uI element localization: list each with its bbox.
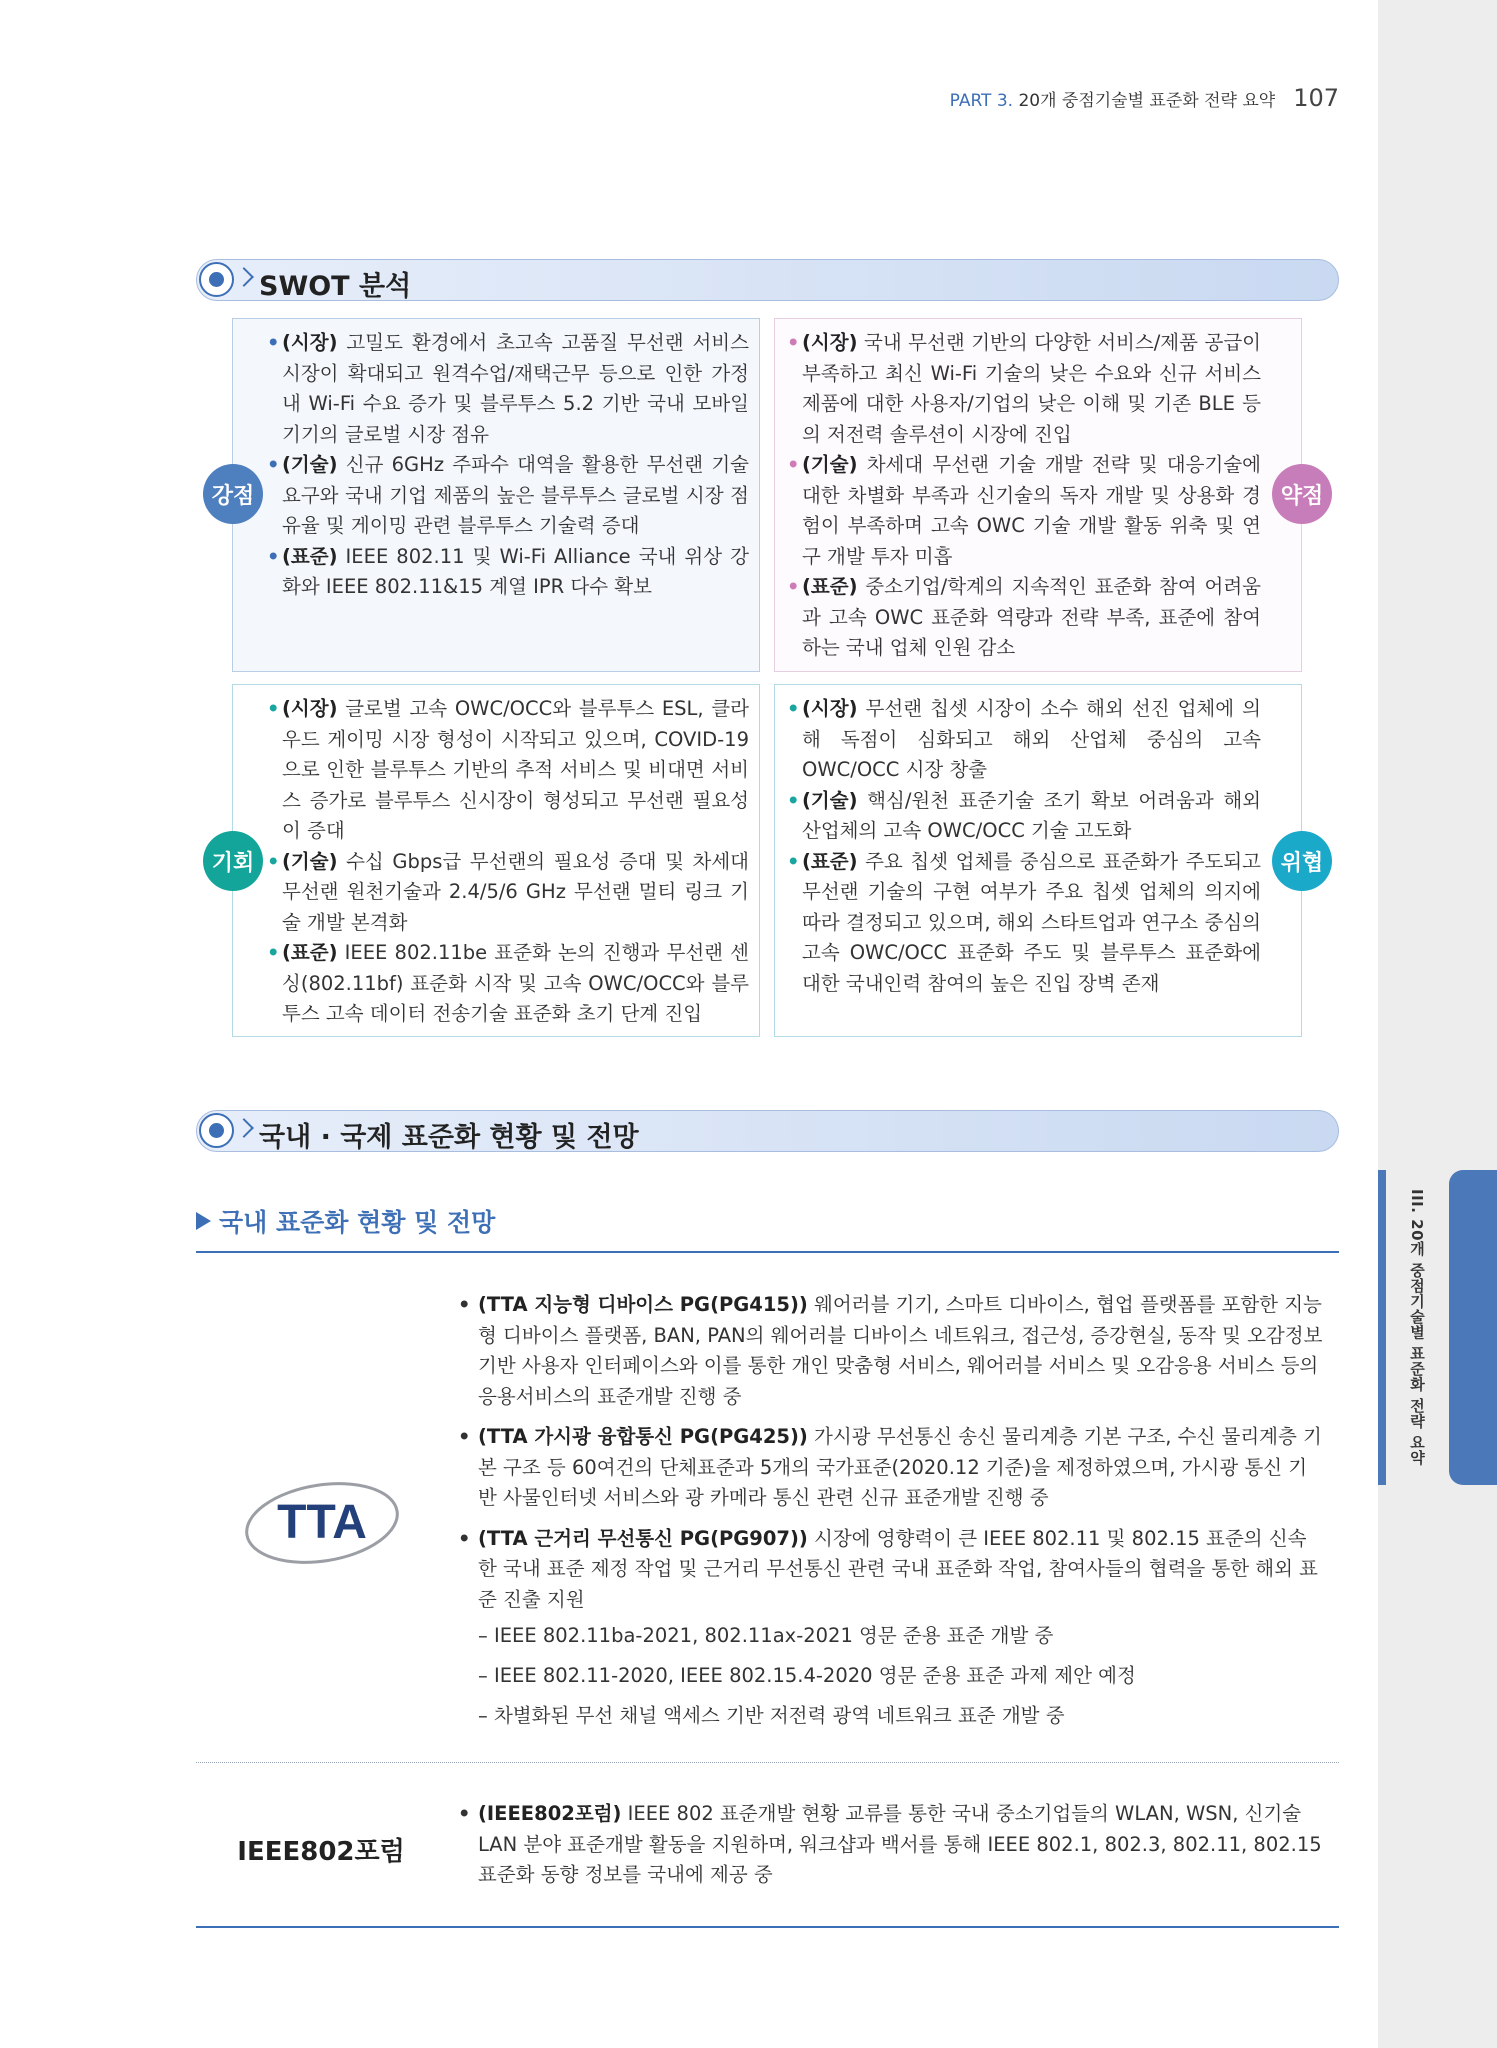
tta-item-tag: (TTA 가시광 융합통신 PG(PG425)) xyxy=(478,1425,808,1448)
weakness-item xyxy=(785,328,1261,450)
opportunity-badge: 기회 xyxy=(203,831,263,891)
swot-strength-box xyxy=(232,318,760,672)
bullet-dot-icon: • xyxy=(787,575,800,598)
bullet-dot-icon: • xyxy=(787,697,800,720)
weakness-item xyxy=(785,572,1261,664)
weakness-list xyxy=(785,328,1261,664)
bullet-dot-icon: • xyxy=(267,697,280,720)
running-header xyxy=(950,84,1339,112)
bullet-dot-icon: • xyxy=(267,941,280,964)
opportunity-item-tag: (시장) xyxy=(282,697,338,720)
threat-item-tag: (시장) xyxy=(802,697,858,720)
weakness-item-tag: (표준) xyxy=(802,575,858,598)
bullet-dot-icon: • xyxy=(267,849,280,873)
swot-opportunity-box xyxy=(232,684,760,1037)
tta-item-text: 시장에 영향력이 큰 IEEE 802.11 및 802.15 표준의 신속한 국내 표준 제정 작업 및 근거리 무선통신 관련 국내 표준화 작업, 참여사들의 협력을 통한 해외 표준 진출 지원 xyxy=(478,1526,1319,1611)
strength-item-text: 신규 6GHz 주파수 대역을 활용한 무선랜 기술 요구와 국내 기업 제품의 높은 블루투스 글로벌 시장 점유율 및 게이밍 관련 블루투스 기술력 증대 xyxy=(282,453,749,537)
threat-item xyxy=(785,786,1261,847)
bullet-dot-icon: • xyxy=(787,331,800,354)
dotted-divider xyxy=(196,1762,1339,1763)
opportunity-item xyxy=(265,694,749,847)
threat-item-text: 주요 칩셋 업체를 중심으로 표준화가 주도되고 무선랜 기술의 구현 여부가 주요 칩셋 업체의 의지에 따라 결정되고 있으며, 해외 스타트업과 연구소 중심의 고속 OWC/OCC 표준화 주도 및 블루투스 표준화에 대한 국내인력 참여의 높은 진입 장벽 존재 xyxy=(802,849,1261,995)
weakness-item-text: 중소기업/학계의 지속적인 표준화 참여 어려움과 고속 OWC 표준화 역량과 전략 부족, 표준에 참여하는 국내 업체 인원 감소 xyxy=(802,575,1261,659)
swot-weakness-box xyxy=(774,318,1302,672)
weakness-item-text: 국내 무선랜 기반의 다양한 서비스/제품 공급이 부족하고 최신 Wi-Fi 기술의 낮은 수요와 신규 서비스 제품에 대한 사용자/기업의 낮은 이해 및 기존 BLE 등의 저전력 솔루션이 시장에 진입 xyxy=(802,331,1261,446)
bullet-dot-icon: • xyxy=(787,849,800,873)
strength-item-tag: (시장) xyxy=(282,331,338,354)
chevron-right-icon xyxy=(234,1118,254,1138)
tta-item-text: 가시광 무선통신 송신 물리계층 기본 구조, 수신 물리계층 기본 구조 등 60여건의 단체표준과 5개의 국가표준(2020.12 기준)을 제정하였으며, 가시광 통신 기반 사물인터넷 서비스와 광 카메라 통신 관련 신규 표준개발 진행 중 xyxy=(478,1425,1322,1509)
divider xyxy=(196,1251,1339,1253)
ieee-forum-item-text: IEEE 802 표준개발 현황 교류를 통한 국내 중소기업들의 WLAN, WSN, 신기술 LAN 분야 표준개발 활동을 지원하며, 워크샵과 백서를 통해 IEEE 802.1, 802.3, 802.11, 802.15 표준화 동향 정보를 국내에 제공 중 xyxy=(478,1802,1322,1886)
tta-item-tag: (TTA 근거리 무선통신 PG(PG907)) xyxy=(478,1526,808,1550)
tta-subitems xyxy=(478,1621,1324,1741)
chapter-tab[interactable] xyxy=(1449,1170,1497,1485)
opportunity-item-tag: (표준) xyxy=(282,941,338,964)
strength-item xyxy=(265,328,749,450)
standards-section-header xyxy=(196,1110,1339,1152)
strength-item-tag: (기술) xyxy=(282,453,338,476)
strength-item xyxy=(265,450,749,542)
threat-item-text: 무선랜 칩셋 시장이 소수 해외 선진 업체에 의해 독점이 심화되고 해외 산업체 중심의 고속 OWC/OCC 시장 창출 xyxy=(802,697,1261,781)
bullet-dot-icon: • xyxy=(458,1425,471,1448)
ieee-forum-items xyxy=(456,1799,1324,1891)
ieee-forum-label: IEEE802포럼 xyxy=(237,1837,405,1867)
weakness-item-tag: (시장) xyxy=(802,331,858,354)
bullet-dot-icon: • xyxy=(787,453,800,476)
triangle-bullet-icon xyxy=(196,1212,211,1230)
opportunity-item-tag: (기술) xyxy=(282,849,338,873)
swot-threat-box xyxy=(774,684,1302,1037)
page-number: 107 xyxy=(1293,84,1339,112)
tta-item-tag: (TTA 지능형 디바이스 PG(PG415)) xyxy=(478,1293,808,1316)
opportunity-item-text: 글로벌 고속 OWC/OCC와 블루투스 ESL, 클라우드 게이밍 시장 형성이 시작되고 있으며, COVID-19으로 인한 블루투스 기반의 추적 서비스 및 비대면 서비스 증가로 블루투스 신시장이 형성되고 무선랜 필요성이 증대 xyxy=(282,697,749,842)
side-accent-bar xyxy=(1378,1170,1386,1485)
target-icon xyxy=(199,262,234,297)
opportunity-list xyxy=(265,694,749,1030)
chapter-tab-label-wrap xyxy=(1386,1170,1449,1485)
tta-items xyxy=(456,1290,1324,1615)
bottom-divider xyxy=(196,1926,1339,1928)
tta-item xyxy=(456,1422,1324,1514)
tta-item xyxy=(456,1524,1324,1616)
tta-item xyxy=(456,1290,1324,1412)
tta-logo-text: TTA xyxy=(277,1496,367,1549)
part-label-wrap xyxy=(950,86,1276,111)
threat-item xyxy=(785,847,1261,1000)
tta-item-text: 웨어러블 기기, 스마트 디바이스, 협업 플랫폼를 포함한 지능형 디바이스 플랫폼, BAN, PAN의 웨어러블 디바이스 네트워크, 접근성, 증강현실, 동작 및 오감정보 기반 사용자 인터페이스와 이를 통한 개인 맞춤형 서비스, 웨어러블 서비스 및 오감응용 서비스 등의 응용서비스의 표준개발 진행 중 xyxy=(478,1293,1323,1408)
threat-item-tag: (표준) xyxy=(802,849,858,873)
weakness-badge: 약점 xyxy=(1272,464,1332,524)
weakness-item xyxy=(785,450,1261,572)
weakness-item-tag: (기술) xyxy=(802,453,858,476)
opportunity-item xyxy=(265,938,749,1030)
tta-subitem: – IEEE 802.11ba-2021, 802.11ax-2021 영문 준용 표준 개발 중 xyxy=(478,1624,1054,1647)
bullet-dot-icon: • xyxy=(458,1526,471,1550)
tta-subitem: – IEEE 802.11-2020, IEEE 802.15.4-2020 영문 준용 표준 과제 제안 예정 xyxy=(478,1664,1136,1687)
weakness-item-text: 차세대 무선랜 기술 개발 전략 및 대응기술에 대한 차별화 부족과 신기술의 독자 개발 및 상용화 경험이 부족하며 고속 OWC 기술 개발 활동 위축 및 연구 개발 투자 미흡 xyxy=(802,453,1261,568)
strength-badge: 강점 xyxy=(203,464,263,524)
standards-title: 국내 · 국제 표준화 현황 및 전망 xyxy=(259,1122,639,1153)
bullet-dot-icon: • xyxy=(787,788,800,812)
opportunity-item xyxy=(265,847,749,939)
tta-subitem: – 차별화된 무선 채널 액세스 기반 저전력 광역 네트워크 표준 개발 중 xyxy=(478,1704,1065,1727)
threat-item xyxy=(785,694,1261,786)
side-band xyxy=(1378,0,1497,2048)
tta-logo xyxy=(240,1465,405,1575)
opportunity-item-text: 수십 Gbps급 무선랜의 필요성 증대 및 차세대 무선랜 원천기술과 2.4/5/6 GHz 무선랜 멀티 링크 기술 개발 본격화 xyxy=(282,849,749,934)
strength-item xyxy=(265,542,749,603)
target-icon xyxy=(199,1113,234,1148)
domestic-subheading xyxy=(196,1203,495,1239)
bullet-dot-icon: • xyxy=(458,1293,471,1316)
bullet-dot-icon: • xyxy=(458,1802,471,1825)
bullet-dot-icon: • xyxy=(267,453,280,476)
threat-item-text: 핵심/원천 표준기술 조기 확보 어려움과 해외 산업체의 고속 OWC/OCC 기술 고도화 xyxy=(802,788,1261,842)
strength-item-tag: (표준) xyxy=(282,544,338,568)
threat-list xyxy=(785,694,1261,999)
strength-item-text: 고밀도 환경에서 초고속 고품질 무선랜 서비스 시장이 확대되고 원격수업/재택근무 등으로 인한 가정 내 Wi-Fi 수요 증가 및 블루투스 5.2 기반 국내 모바일 기기의 글로벌 시장 점유 xyxy=(282,331,749,446)
domestic-heading: 국내 표준화 현황 및 전망 xyxy=(219,1208,496,1237)
bullet-dot-icon: • xyxy=(267,331,280,354)
strength-list xyxy=(265,328,749,603)
chapter-tab-label: III. 20개 중점기술별 표준화 전략 요약 xyxy=(1408,1189,1426,1466)
swot-title: SWOT 분석 xyxy=(259,271,412,302)
swot-section-header xyxy=(196,259,1339,301)
threat-item-tag: (기술) xyxy=(802,788,858,812)
part-title: 20개 중점기술별 표준화 전략 요약 xyxy=(1018,91,1276,111)
ieee-forum-item xyxy=(456,1799,1324,1891)
ieee-forum-item-tag: (IEEE802포럼) xyxy=(478,1802,622,1825)
chevron-right-icon xyxy=(234,267,254,287)
part-label: PART 3. xyxy=(949,91,1014,111)
opportunity-item-text: IEEE 802.11be 표준화 논의 진행과 무선랜 센싱(802.11bf) 표준화 시작 및 고속 OWC/OCC와 블루투스 고속 데이터 전송기술 표준화 초기 단계 진입 xyxy=(282,941,749,1025)
bullet-dot-icon: • xyxy=(267,544,280,568)
strength-item-text: IEEE 802.11 및 Wi-Fi Alliance 국내 위상 강화와 IEEE 802.11&15 계열 IPR 다수 확보 xyxy=(282,544,749,598)
threat-badge: 위협 xyxy=(1272,831,1332,891)
